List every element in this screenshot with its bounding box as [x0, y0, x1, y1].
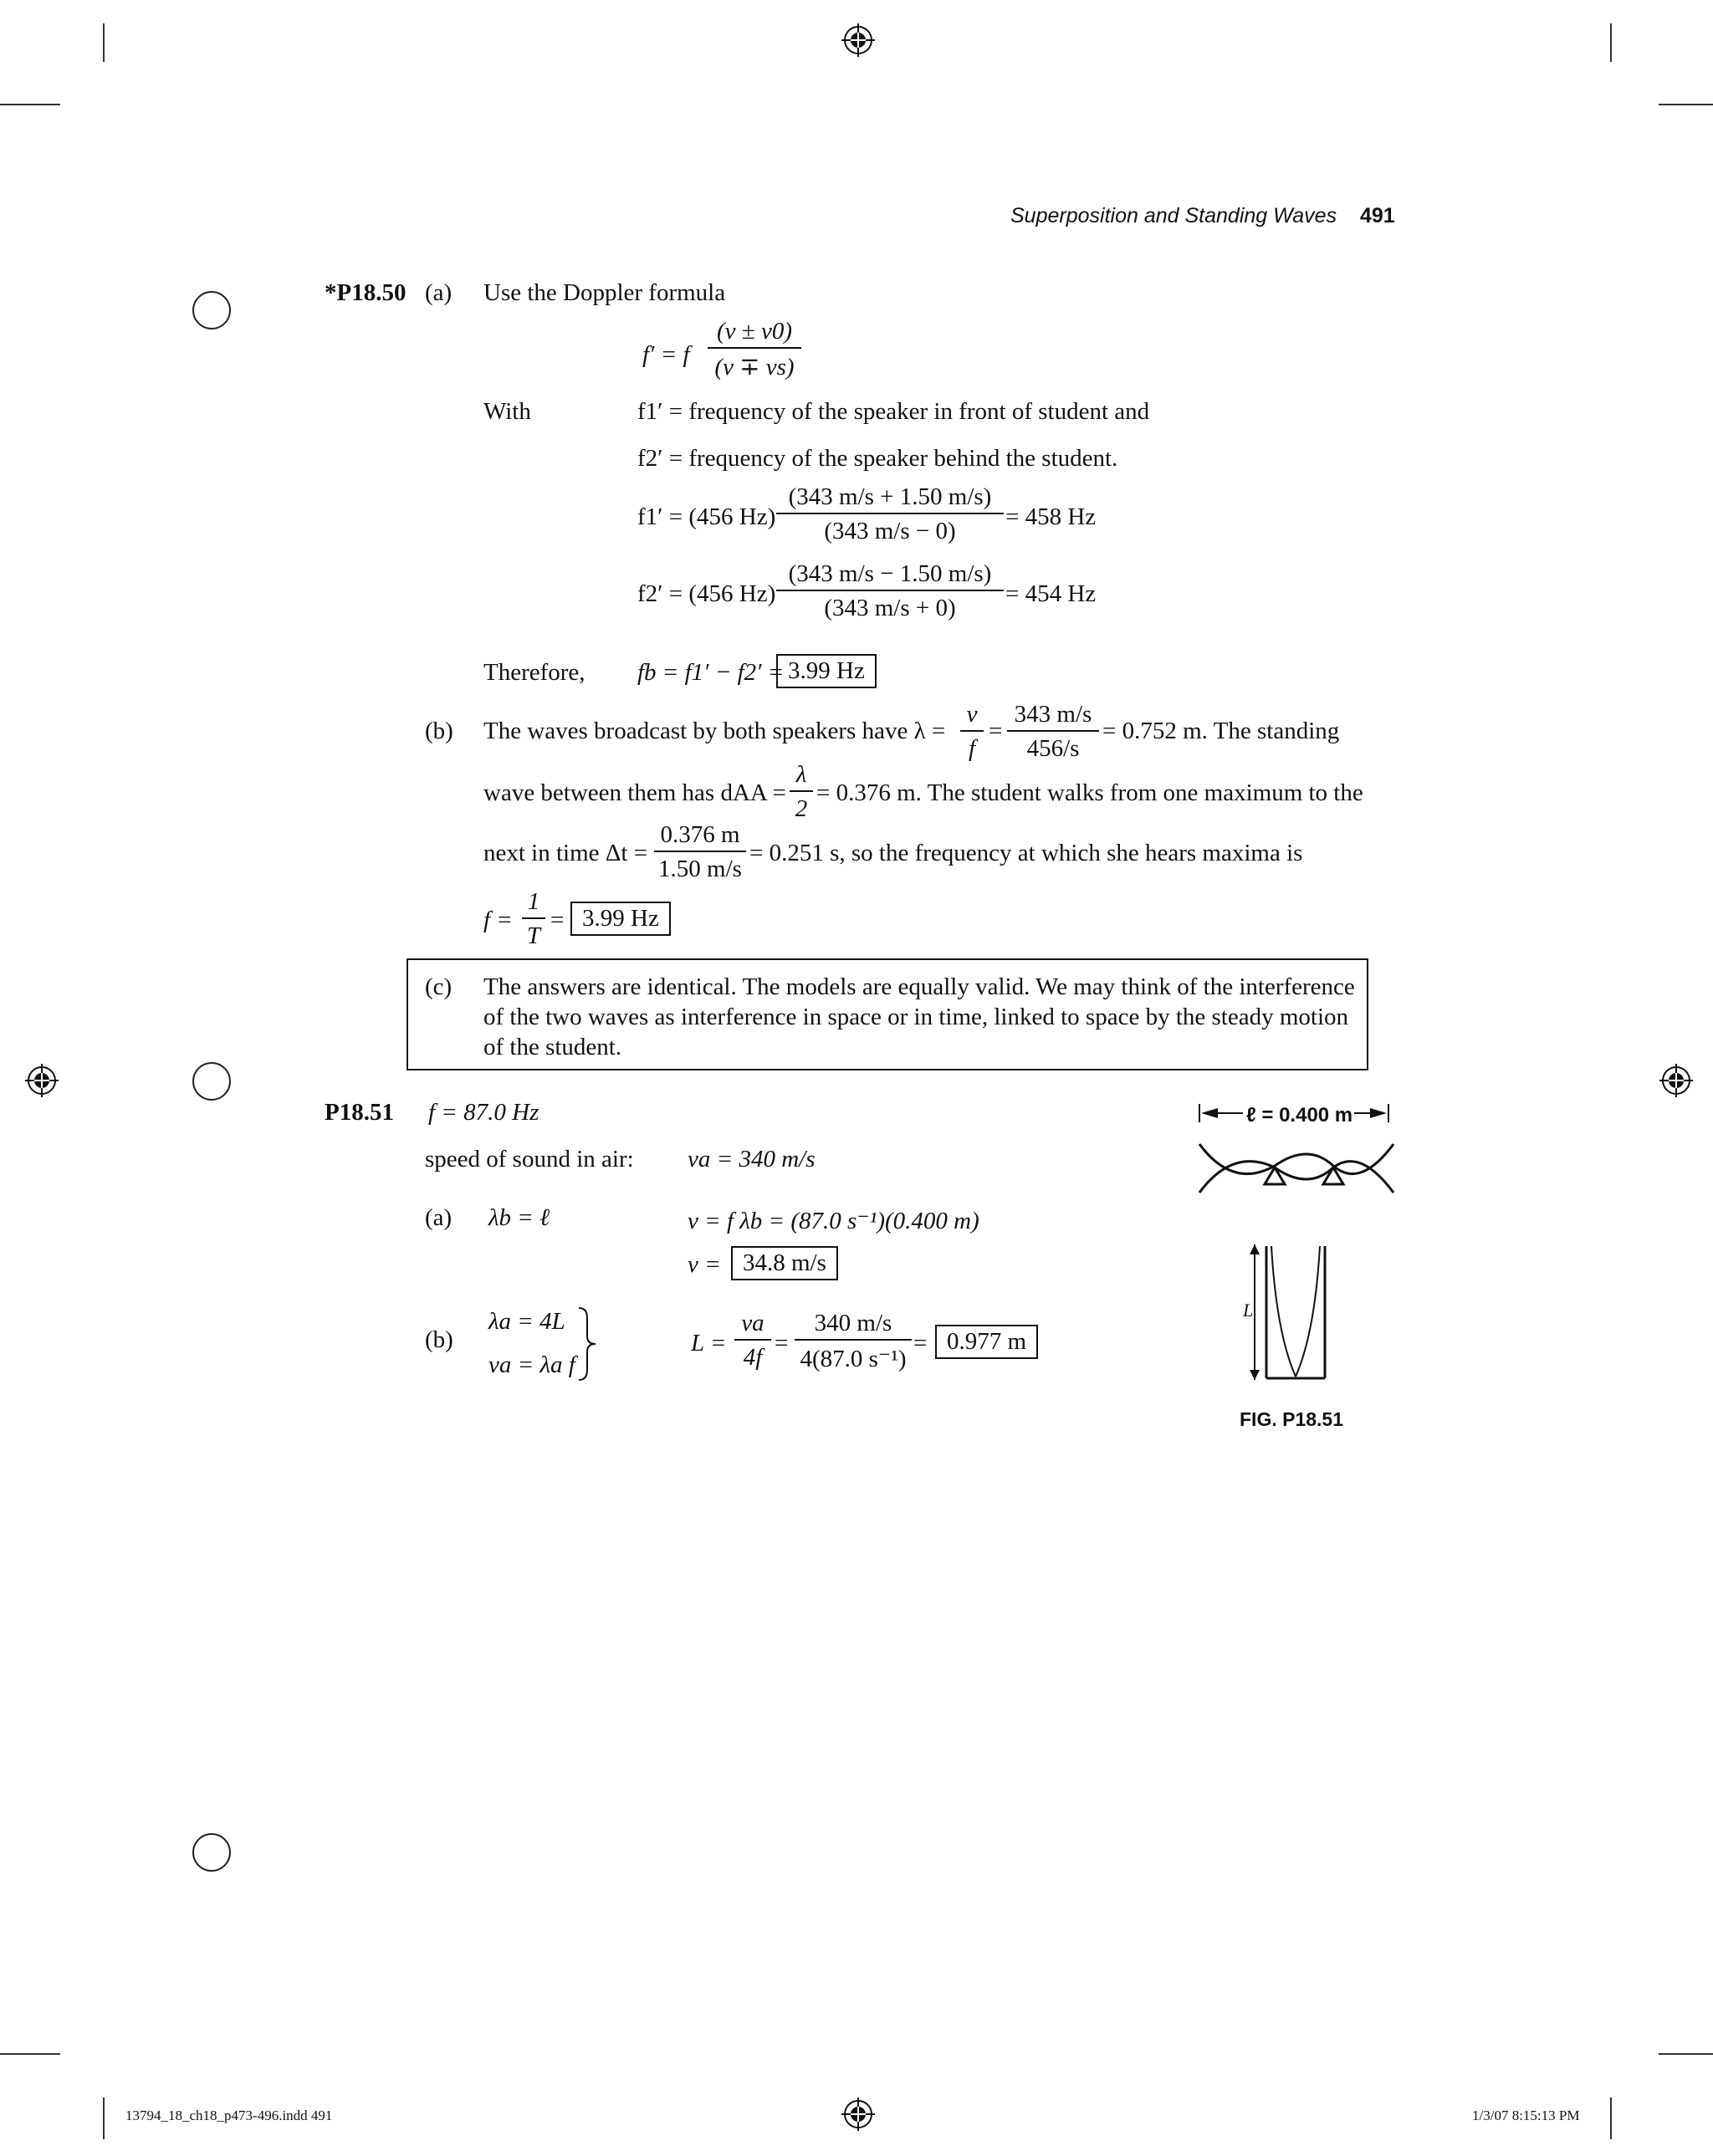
equation-lhs: f =: [483, 907, 513, 933]
equation-lhs: f1′ = (456 Hz): [637, 503, 776, 530]
part-label: (c): [425, 973, 453, 1000]
fraction-numerator: 0.376 m: [660, 821, 740, 848]
fraction-denominator: 1.50 m/s: [658, 856, 742, 882]
fraction-denominator: 4f: [743, 1344, 763, 1371]
equation-fraction: [776, 483, 1004, 545]
fraction-bar: [776, 590, 1004, 591]
fraction-denominator: 456/s: [1026, 735, 1080, 762]
body-text: of the two waves as interference in space or in time, linked to space by the steady motion: [483, 1004, 1349, 1030]
therefore-label: Therefore,: [483, 659, 585, 686]
answer-box: 0.977 m: [935, 1325, 1038, 1359]
fraction-denominator: 4(87.0 s⁻¹): [800, 1346, 907, 1372]
figure-L-label: L: [1243, 1300, 1254, 1321]
crop-mark: [1659, 104, 1713, 105]
body-text: wave between them has dAA =: [483, 779, 786, 806]
fraction-numerator: va: [741, 1310, 764, 1336]
inline-fraction: [1007, 701, 1099, 763]
part-label: (b): [425, 718, 453, 744]
definition-text: f1′ = frequency of the speaker in front of student and: [637, 398, 1150, 425]
body-text: = 0.376 m. The student walks from one maximum to the: [816, 779, 1363, 806]
crop-mark: [0, 104, 60, 105]
crop-mark: [1610, 23, 1612, 62]
figure-caption: FIG. P18.51: [1240, 1408, 1344, 1430]
fraction-numerator: (343 m/s − 1.50 m/s): [788, 560, 992, 587]
fraction-numerator: 1: [527, 888, 540, 915]
part-label: (b): [425, 1326, 453, 1353]
fraction-denominator: f: [968, 735, 976, 762]
given-value: f = 87.0 Hz: [428, 1099, 539, 1126]
fraction-bar: [522, 917, 545, 919]
registration-mark-icon: [841, 23, 875, 57]
registration-mark-icon: [25, 1064, 59, 1097]
fraction-bar: [654, 851, 746, 852]
equation-lhs: f2′ = (456 Hz): [637, 580, 776, 607]
answer-box: 3.99 Hz: [776, 654, 877, 688]
fraction-bar: [1007, 730, 1099, 732]
body-text: The waves broadcast by both speakers have λ =: [483, 718, 946, 744]
inline-fraction: [795, 1310, 912, 1373]
figure-length-label: ℓ = 0.400 m: [1246, 1104, 1353, 1127]
inline-fraction: [522, 888, 545, 950]
binder-hole-icon: [192, 1833, 231, 1872]
problem-label: *P18.50: [325, 279, 407, 306]
doppler-fraction: [708, 318, 801, 381]
intro-text: Use the Doppler formula: [483, 279, 726, 306]
fraction-numerator: v: [966, 701, 978, 728]
equals-sign: =: [775, 1330, 789, 1356]
fraction-numerator: 343 m/s: [1014, 701, 1092, 728]
registration-mark-icon: [1659, 1064, 1693, 1097]
fraction-bar: [734, 1339, 771, 1341]
answer-box: 34.8 m/s: [731, 1246, 838, 1280]
equation: v = f λb = (87.0 s⁻¹)(0.400 m): [688, 1208, 979, 1234]
part-label: (a): [425, 1204, 453, 1231]
part-label: (a): [425, 279, 453, 306]
fraction-denominator: (343 m/s + 0): [824, 595, 956, 621]
equation-lhs: v =: [688, 1251, 721, 1278]
crop-mark: [0, 2053, 60, 2055]
crop-mark: [103, 23, 105, 62]
binder-hole-icon: [192, 1062, 231, 1101]
body-text: The answers are identical. The models are equally valid. We may think of the interference: [483, 973, 1355, 1000]
equation-result: = 458 Hz: [1005, 503, 1097, 530]
equation-lhs: f′ = f: [642, 341, 690, 368]
given-value: va = 340 m/s: [688, 1146, 816, 1173]
fraction-denominator: T: [526, 922, 541, 949]
crop-mark: [103, 2097, 105, 2139]
fraction-numerator: (v ± v0): [717, 318, 792, 345]
fraction-denominator: (343 m/s − 0): [824, 518, 956, 544]
fraction-bar: [790, 790, 813, 792]
equation-fraction: [776, 560, 1004, 622]
inline-fraction: [734, 1310, 771, 1372]
footer-file: 13794_18_ch18_p473-496.indd 491: [125, 2107, 333, 2123]
brace-icon: [577, 1306, 597, 1382]
condition: λa = 4L: [488, 1308, 565, 1335]
equals-sign: =: [989, 718, 1003, 744]
footer-timestamp: 1/3/07 8:15:13 PM: [1472, 2107, 1580, 2123]
equation-result: = 454 Hz: [1005, 580, 1097, 607]
problem-label: P18.51: [325, 1099, 394, 1126]
equals-sign: =: [913, 1330, 928, 1356]
body-text: of the student.: [483, 1034, 622, 1060]
fraction-bar: [960, 730, 984, 732]
beat-equation: fb = f1′ − f2′ =: [637, 659, 785, 686]
binder-hole-icon: [192, 291, 231, 330]
body-text: = 0.251 s, so the frequency at which she hears maxima is: [749, 840, 1303, 866]
fraction-bar: [795, 1339, 912, 1341]
body-text: speed of sound in air:: [425, 1146, 634, 1173]
inline-fraction: [790, 761, 813, 823]
registration-mark-icon: [841, 2097, 875, 2131]
condition: va = λa f: [488, 1351, 575, 1378]
inline-fraction: [654, 821, 746, 883]
definition-text: f2′ = frequency of the speaker behind the student.: [637, 445, 1118, 472]
equation-lhs: L =: [691, 1330, 727, 1356]
crop-mark: [1659, 2053, 1713, 2055]
body-text: = 0.752 m. The standing: [1102, 718, 1340, 744]
fraction-denominator: (v ∓ vs): [714, 354, 795, 381]
with-label: With: [483, 398, 531, 425]
fraction-numerator: λ: [795, 761, 807, 788]
equals-sign: =: [550, 907, 565, 933]
fraction-bar: [776, 513, 1004, 514]
body-text: next in time Δt =: [483, 840, 648, 866]
fraction-numerator: (343 m/s + 1.50 m/s): [788, 483, 992, 510]
fraction-bar: [708, 347, 801, 349]
fraction-numerator: 340 m/s: [814, 1310, 892, 1336]
crop-mark: [1610, 2097, 1612, 2139]
answer-box: 3.99 Hz: [570, 902, 671, 936]
fraction-denominator: 2: [795, 795, 808, 822]
running-title: Superposition and Standing Waves: [1010, 204, 1337, 227]
condition: λb = ℓ: [488, 1204, 550, 1231]
page-number: 491: [1360, 204, 1395, 227]
inline-fraction: [960, 701, 984, 763]
